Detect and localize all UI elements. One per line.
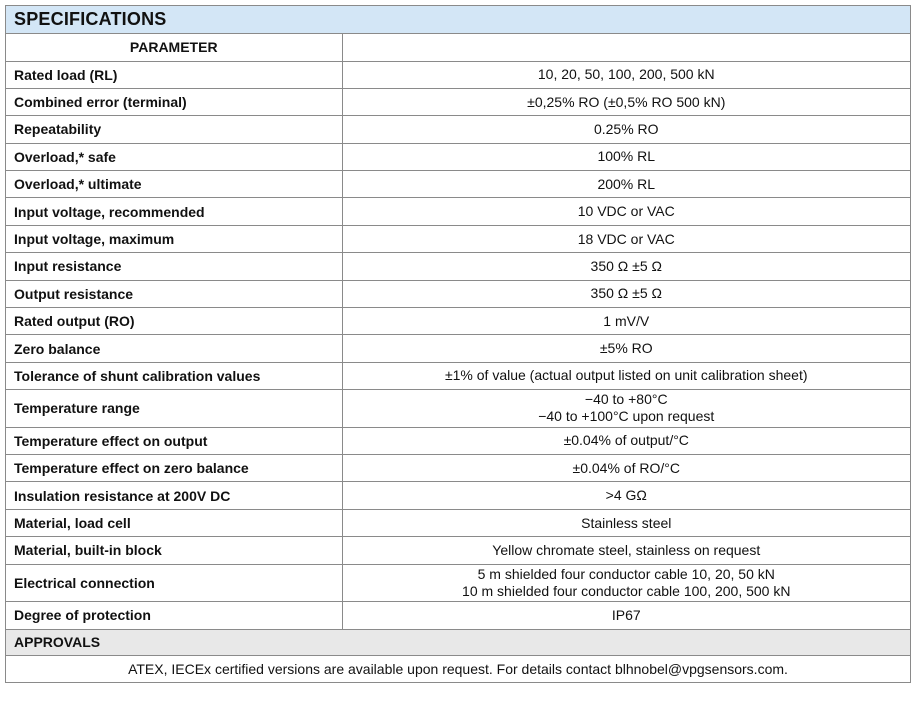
specifications-sheet — [5, 5, 911, 683]
table-row — [6, 509, 910, 536]
value-cell — [342, 280, 910, 307]
table-row — [6, 455, 910, 482]
table-row — [6, 143, 910, 170]
value-line: −40 to +80°C — [584, 391, 668, 408]
value-cell — [342, 602, 910, 629]
table-row — [6, 198, 910, 225]
approvals-heading: APPROVALS — [6, 630, 910, 656]
table-row — [6, 564, 910, 602]
value-column-header — [342, 34, 910, 61]
parameter-cell: Input resistance — [6, 253, 342, 280]
value-cell — [342, 198, 910, 225]
parameter-cell: Insulation resistance at 200V DC — [6, 482, 342, 509]
parameter-cell: Combined error (terminal) — [6, 88, 342, 115]
value-line: IP67 — [611, 606, 641, 623]
parameter-cell: Overload,* safe — [6, 143, 342, 170]
value-line: 100% RL — [597, 148, 656, 165]
value-line: 200% RL — [597, 175, 656, 192]
table-row — [6, 61, 910, 88]
table-row — [6, 335, 910, 362]
parameter-cell: Temperature effect on zero balance — [6, 455, 342, 482]
value-line: 350 Ω ±5 Ω — [590, 285, 662, 302]
value-cell — [342, 171, 910, 198]
parameter-cell: Tolerance of shunt calibration values — [6, 362, 342, 389]
table-row — [6, 280, 910, 307]
value-line: ±0.04% of output/°C — [563, 432, 689, 449]
table-row — [6, 308, 910, 335]
table-row — [6, 88, 910, 115]
value-line: ±0,25% RO (±0,5% RO 500 kN) — [527, 93, 726, 110]
parameter-cell: Output resistance — [6, 280, 342, 307]
value-cell — [342, 509, 910, 536]
value-line: Stainless steel — [581, 514, 672, 531]
value-cell — [342, 61, 910, 88]
value-cell — [342, 427, 910, 454]
parameter-cell: Input voltage, maximum — [6, 225, 342, 252]
table-row — [6, 171, 910, 198]
table-row — [6, 602, 910, 629]
table-row — [6, 362, 910, 389]
value-cell — [342, 482, 910, 509]
parameter-column-header: PARAMETER — [6, 34, 342, 61]
value-line: 10, 20, 50, 100, 200, 500 kN — [537, 66, 715, 83]
value-cell — [342, 225, 910, 252]
value-line: 0.25% RO — [593, 120, 659, 137]
value-line: 10 VDC or VAC — [577, 203, 675, 220]
value-cell — [342, 564, 910, 602]
table-row — [6, 537, 910, 564]
value-line: ±0.04% of RO/°C — [572, 459, 680, 476]
value-cell — [342, 390, 910, 428]
value-line: 10 m shielded four conductor cable 100, 200, 500 kN — [462, 582, 791, 599]
parameter-cell: Rated output (RO) — [6, 308, 342, 335]
parameter-cell: Temperature effect on output — [6, 427, 342, 454]
specifications-title: SPECIFICATIONS — [6, 6, 910, 34]
table-row — [6, 482, 910, 509]
table-row — [6, 427, 910, 454]
value-line: ±5% RO — [599, 340, 653, 357]
value-cell — [342, 335, 910, 362]
value-line: 350 Ω ±5 Ω — [590, 257, 662, 274]
value-cell — [342, 88, 910, 115]
table-header-row — [6, 34, 910, 61]
parameter-cell: Zero balance — [6, 335, 342, 362]
parameter-cell: Input voltage, recommended — [6, 198, 342, 225]
value-cell — [342, 455, 910, 482]
value-cell — [342, 308, 910, 335]
value-cell — [342, 537, 910, 564]
value-line: 1 mV/V — [603, 312, 650, 329]
parameter-cell: Overload,* ultimate — [6, 171, 342, 198]
table-row — [6, 253, 910, 280]
parameter-cell: Degree of protection — [6, 602, 342, 629]
parameter-cell: Material, load cell — [6, 509, 342, 536]
value-line: −40 to +100°C upon request — [538, 408, 715, 425]
approvals-text — [6, 656, 910, 682]
value-line: >4 GΩ — [605, 487, 647, 504]
value-cell — [342, 362, 910, 389]
value-cell — [342, 143, 910, 170]
table-row — [6, 116, 910, 143]
parameter-cell: Material, built-in block — [6, 537, 342, 564]
approvals-note: ATEX, IECEx certified versions are available upon request. For details contact blhnobel@vpgsensors.com. — [128, 660, 788, 677]
value-line: Yellow chromate steel, stainless on request — [492, 541, 761, 558]
parameter-cell: Temperature range — [6, 390, 342, 428]
table-row — [6, 390, 910, 428]
parameter-cell: Rated load (RL) — [6, 61, 342, 88]
parameter-cell: Repeatability — [6, 116, 342, 143]
specifications-table — [6, 34, 910, 630]
value-line: 5 m shielded four conductor cable 10, 20, 50 kN — [477, 565, 775, 582]
parameter-cell: Electrical connection — [6, 564, 342, 602]
value-cell — [342, 253, 910, 280]
value-line: 18 VDC or VAC — [577, 230, 675, 247]
value-line: ±1% of value (actual output listed on unit calibration sheet) — [444, 367, 808, 384]
table-row — [6, 225, 910, 252]
value-cell — [342, 116, 910, 143]
